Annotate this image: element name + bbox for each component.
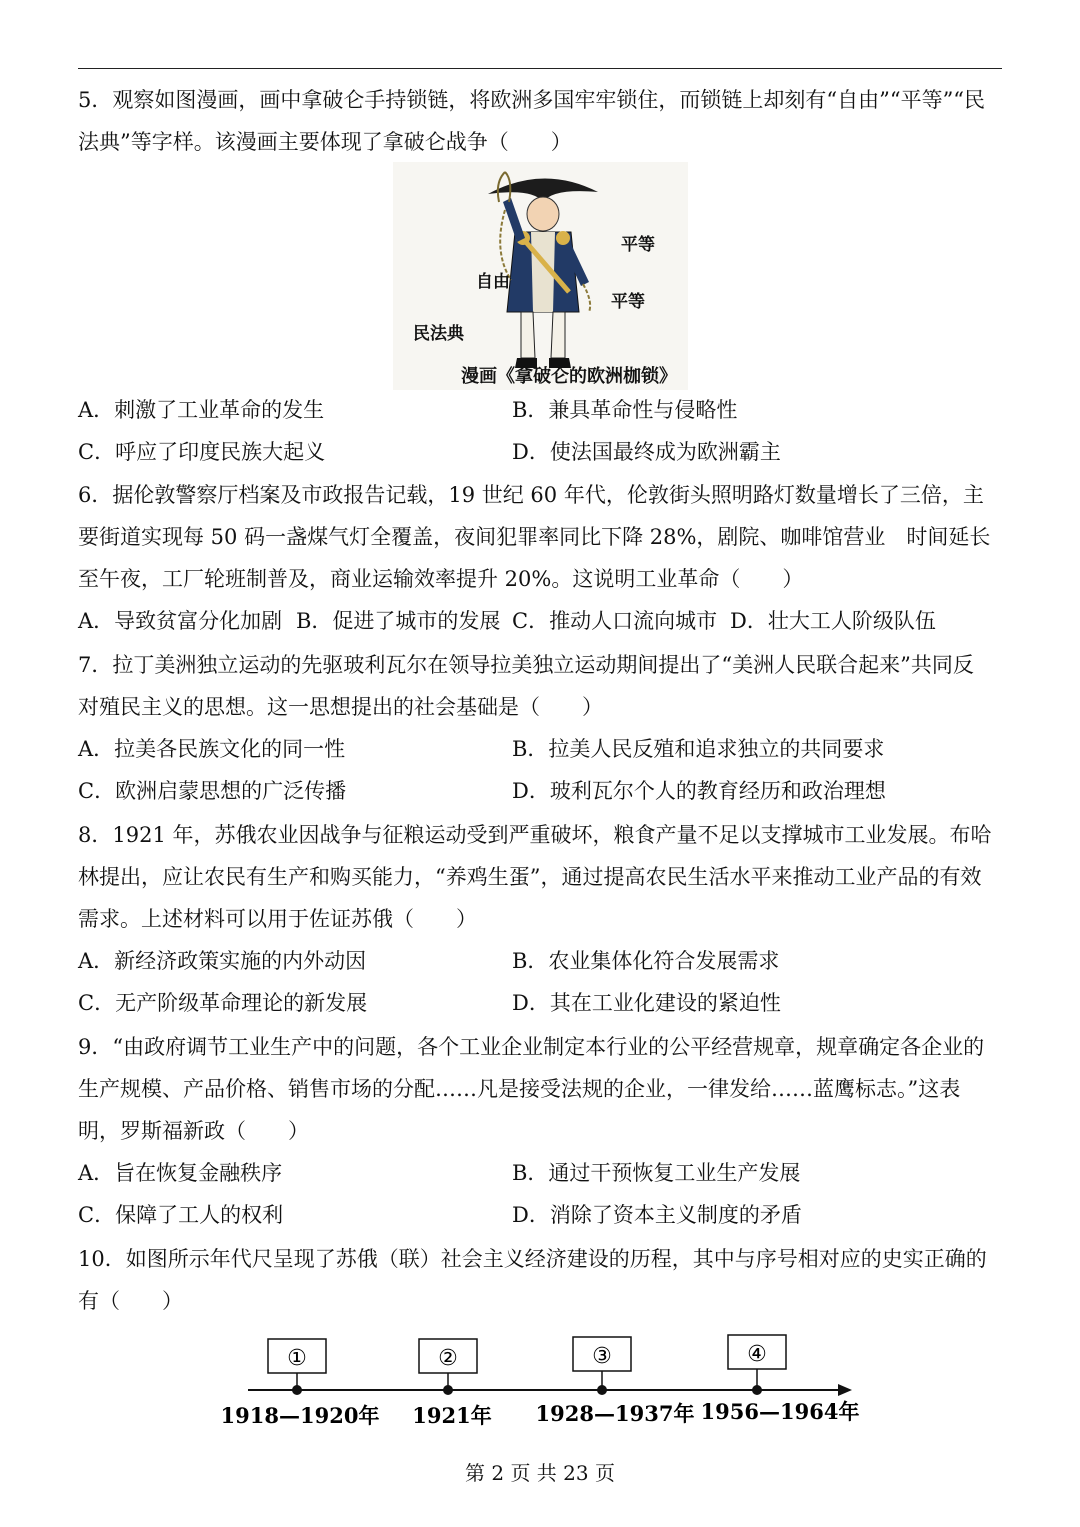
q8-line-2: 林提出，应让农民有生产和购买能力，“养鸡生蛋”，通过提高农民生活水平来推动工业产品的有效 — [78, 865, 982, 889]
q7-option-c: C．欧洲启蒙思想的广泛传播 — [78, 779, 347, 803]
q5-option-a: A．刺激了工业革命的发生 — [78, 398, 325, 422]
cartoon-label-equality-2: 平等 — [611, 292, 645, 312]
q7-line-2: 对殖民主义的思想。这一思想提出的社会基础是（ ） — [78, 695, 603, 719]
napoleon-cartoon — [393, 162, 688, 390]
q8-option-b: B．农业集体化符合发展需求 — [512, 949, 780, 973]
q8-option-d: D．其在工业化建设的紧迫性 — [512, 991, 781, 1015]
year-label-4: 1956—1964年 — [700, 1399, 860, 1424]
q5-option-d: D．使法国最终成为欧洲霸主 — [512, 440, 781, 464]
cartoon-label-liberty: 自由 — [476, 272, 510, 292]
cartoon-label-equality-1: 平等 — [621, 235, 655, 255]
timeline-marker-3 — [573, 1337, 631, 1395]
q5-option-c: C．呼应了印度民族大起义 — [78, 440, 326, 464]
q6-line-2: 要街道实现每 50 码一盏煤气灯全覆盖，夜间犯罪率同比下降 28%，剧院、咖啡馆营业 时间延长 — [78, 525, 991, 549]
q9-line-3: 明，罗斯福新政（ ） — [78, 1119, 309, 1143]
marker-label-3: ③ — [592, 1344, 612, 1369]
q9-option-c: C．保障了工人的权利 — [78, 1203, 284, 1227]
q8-line-1: 8．1921 年，苏俄农业因战争与征粮运动受到严重破坏，粮食产量不足以支撑城市工业发展。布哈 — [78, 823, 992, 847]
timeline-marker-1 — [268, 1339, 326, 1395]
q5-option-b: B．兼具革命性与侵略性 — [512, 398, 738, 422]
q8-line-3: 需求。上述材料可以用于佐证苏俄（ ） — [78, 907, 477, 931]
marker-label-4: ④ — [747, 1342, 767, 1367]
q5-line-1: 5．观察如图漫画，画中拿破仑手持锁链，将欧洲多国牢牢锁住，而锁链上却刻有“自由”“平等”“民 — [78, 88, 986, 112]
q6-option-a: A．导致贫富分化加剧 — [78, 609, 283, 633]
q9-option-a: A．旨在恢复金融秩序 — [78, 1161, 283, 1185]
page-footer: 第 2 页 共 23 页 — [465, 1461, 615, 1485]
q6-option-d: D．壮大工人阶级队伍 — [730, 609, 936, 633]
year-label-1: 1918—1920年 — [220, 1403, 380, 1428]
q9-option-d: D．消除了资本主义制度的矛盾 — [512, 1203, 802, 1227]
q6-option-b: B．促进了城市的发展 — [296, 609, 501, 633]
napoleon-figure — [393, 162, 688, 390]
q9-option-b: B．通过干预恢复工业生产发展 — [512, 1161, 801, 1185]
timeline-axis — [220, 1325, 880, 1435]
q8-option-a: A．新经济政策实施的内外动因 — [78, 949, 367, 973]
q7-option-b: B．拉美人民反殖和追求独立的共同要求 — [512, 737, 885, 761]
q9-line-1: 9．“由政府调节工业生产中的问题，各个工业企业制定本行业的公平经营规章，规章确定各企业的 — [78, 1035, 985, 1059]
q7-line-1: 7．拉丁美洲独立运动的先驱玻利瓦尔在领导拉美独立运动期间提出了“美洲人民联合起来”共同反 — [78, 653, 974, 677]
marker-label-2: ② — [438, 1346, 458, 1371]
cartoon-caption: 漫画《拿破仑的欧洲枷锁》 — [461, 366, 677, 387]
q9-line-2: 生产规模、产品价格、销售市场的分配……凡是接受法规的企业，一律发给……蓝鹰标志。”这表 — [78, 1077, 961, 1101]
cartoon-label-civil-code: 民法典 — [413, 324, 464, 344]
header-rule — [78, 68, 1002, 69]
timeline-marker-4 — [728, 1335, 786, 1395]
q5-line-2: 法典”等字样。该漫画主要体现了拿破仑战争（ ） — [78, 130, 572, 154]
year-label-3: 1928—1937年 — [535, 1401, 695, 1426]
q10-line-2: 有（ ） — [78, 1289, 183, 1313]
timeline-marker-2 — [419, 1339, 477, 1395]
q6-option-c: C．推动人口流向城市 — [512, 609, 718, 633]
marker-label-1: ① — [287, 1346, 307, 1371]
q7-option-a: A．拉美各民族文化的同一性 — [78, 737, 346, 761]
q6-line-3: 至午夜，工厂轮班制普及，商业运输效率提升 20%。这说明工业革命（ ） — [78, 567, 804, 591]
era-timeline — [220, 1325, 880, 1435]
q8-option-c: C．无产阶级革命理论的新发展 — [78, 991, 368, 1015]
year-label-2: 1921年 — [412, 1403, 492, 1428]
q10-line-1: 10．如图所示年代尺呈现了苏俄（联）社会主义经济建设的历程，其中与序号相对应的史实正确的 — [78, 1247, 987, 1271]
q7-option-d: D．玻利瓦尔个人的教育经历和政治理想 — [512, 779, 886, 803]
q6-line-1: 6．据伦敦警察厅档案及市政报告记载，19 世纪 60 年代，伦敦街头照明路灯数量增长了三倍，主 — [78, 483, 984, 507]
